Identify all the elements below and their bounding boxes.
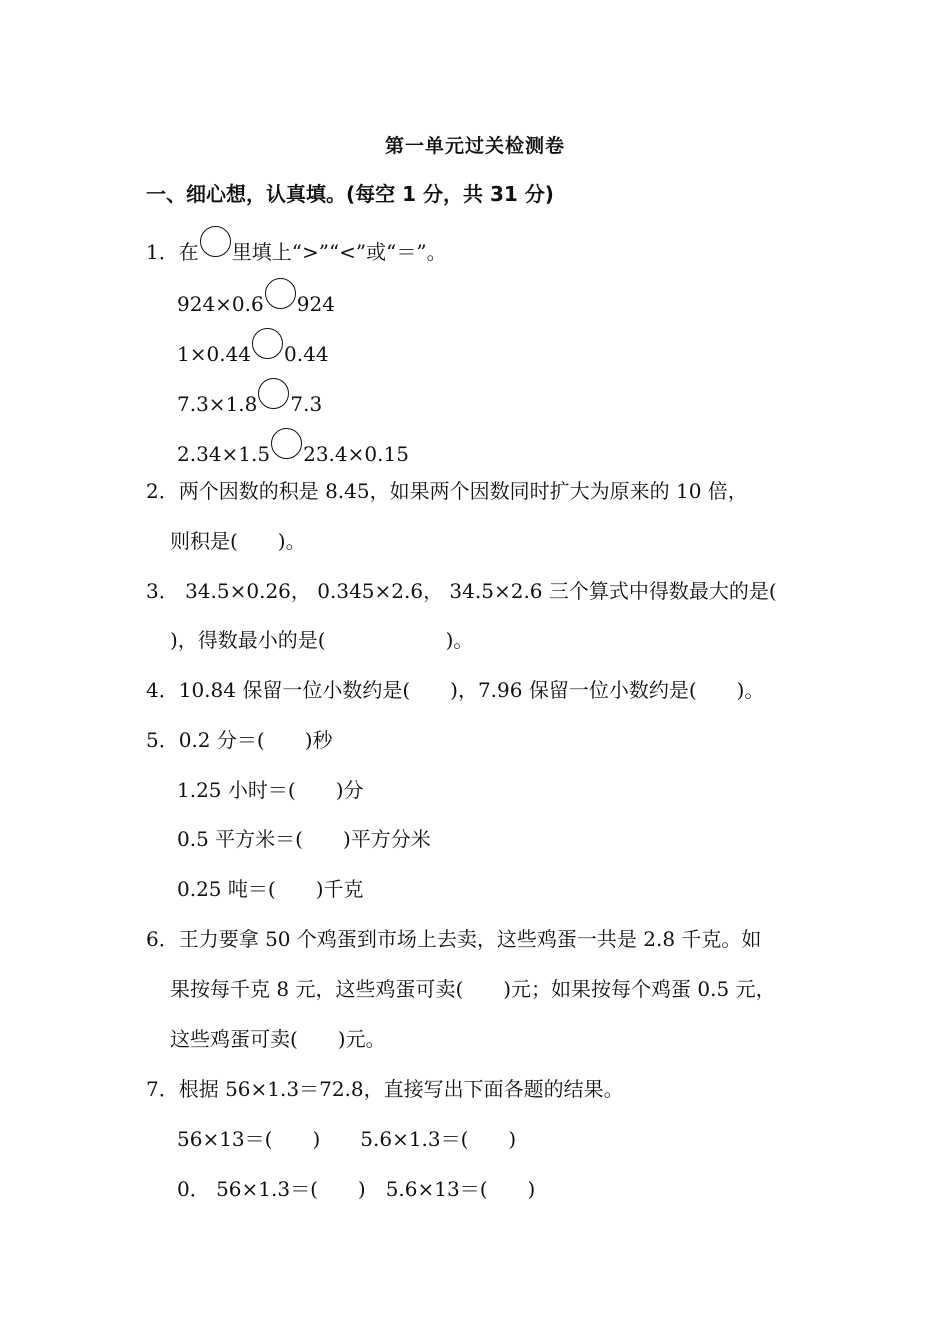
answer-circle[interactable] [258, 378, 289, 409]
question-3-line-2: )，得数最小的是( )。 [170, 628, 474, 652]
question-7-line-3: 0． 56×1.3＝( ) 5.6×13＝( ) [177, 1177, 536, 1201]
question-5-line-3: 0.5 平方米＝( )平方分米 [177, 827, 431, 851]
comparison-row [177, 278, 335, 317]
question-6-line-2: 果按每千克 8 元，这些鸡蛋可卖( )元；如果按每个鸡蛋 0.5 元， [170, 977, 776, 1001]
question-2-line-2: 则积是( )。 [170, 529, 306, 553]
question-1-text-a: 1．在 [146, 240, 199, 264]
question-1-text-b: 里填上“>”“<”或“＝”。 [231, 240, 447, 264]
comparison-row [177, 328, 329, 367]
question-6-line-1: 6．王力要拿 50 个鸡蛋到市场上去卖，这些鸡蛋一共是 2.8 千克。如 [146, 927, 762, 951]
question-5-line-1: 5．0.2 分＝( )秒 [146, 728, 333, 752]
comparison-row [177, 428, 409, 467]
comparison-right: 924 [296, 292, 335, 316]
answer-circle-example [200, 226, 231, 257]
question-6-line-3: 这些鸡蛋可卖( )元。 [170, 1027, 386, 1051]
answer-circle[interactable] [265, 278, 296, 309]
comparison-row [177, 378, 322, 417]
question-7-line-1: 7．根据 56×1.3＝72.8，直接写出下面各题的结果。 [146, 1077, 624, 1101]
comparison-right: 23.4×0.15 [303, 442, 409, 466]
question-5-line-4: 0.25 吨＝( )千克 [177, 877, 364, 901]
answer-circle[interactable] [271, 428, 302, 459]
section-heading: 一、细心想，认真填。(每空 1 分，共 31 分) [146, 182, 554, 206]
comparison-right: 0.44 [284, 342, 329, 366]
comparison-left: 2.34×1.5 [177, 442, 271, 466]
comparison-left: 924×0.6 [177, 292, 264, 316]
question-3-line-1: 3． 34.5×0.26， 0.345×2.6， 34.5×2.6 三个算式中得数最大的是( [146, 579, 777, 603]
question-4: 4．10.84 保留一位小数约是( )，7.96 保留一位小数约是( )。 [146, 678, 765, 702]
question-2-line-1: 2．两个因数的积是 8.45，如果两个因数同时扩大为原来的 10 倍， [146, 479, 748, 503]
question-7-line-2: 56×13＝( ) 5.6×1.3＝( ) [177, 1127, 517, 1151]
comparison-left: 1×0.44 [177, 342, 252, 366]
page-title: 第一单元过关检测卷 [384, 135, 565, 157]
question-1-prompt [146, 226, 447, 265]
question-5-line-2: 1.25 小时＝( )分 [177, 778, 364, 802]
comparison-left: 7.3×1.8 [177, 392, 258, 416]
answer-circle[interactable] [252, 328, 283, 359]
comparison-right: 7.3 [290, 392, 323, 416]
